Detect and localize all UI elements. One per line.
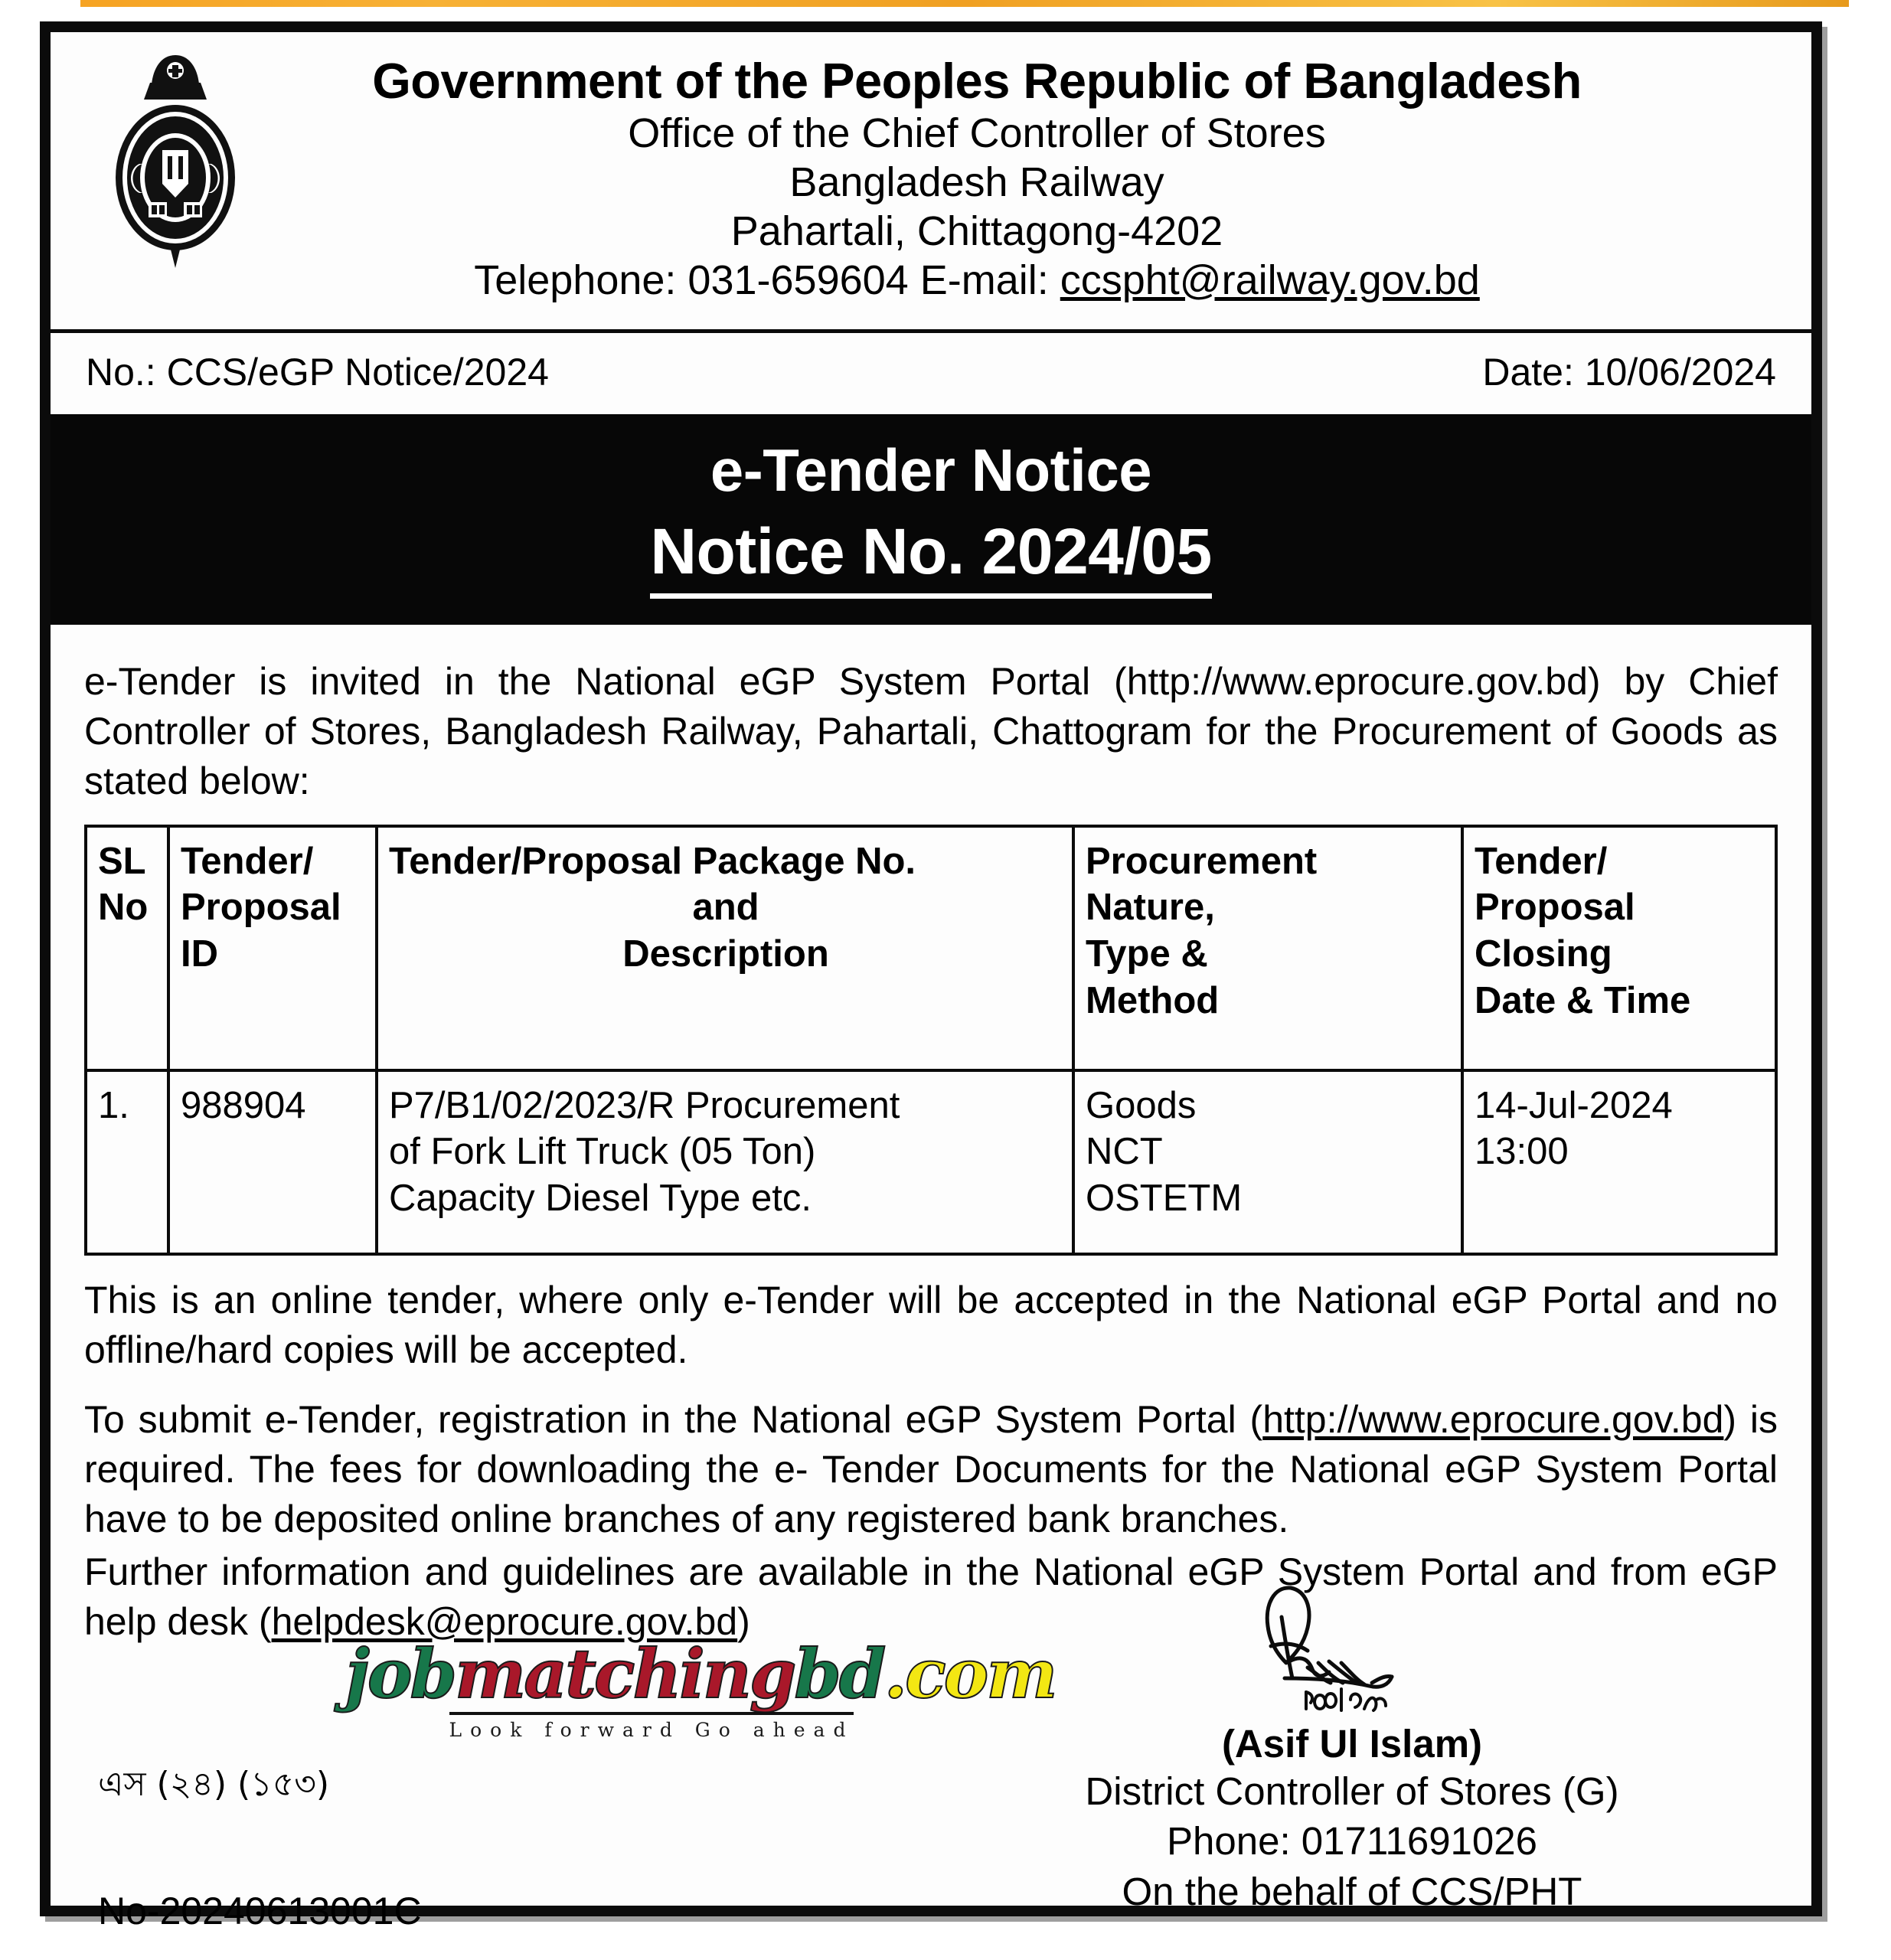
cell-proc-type: NCT <box>1086 1131 1163 1173</box>
paragraph-online-tender: This is an online tender, where only e-Tender will be accepted in the National eGP Portal and no offline/hard copies will be accepted. <box>84 1278 1778 1371</box>
intro-paragraph: e-Tender is invited in the National eGP System Portal (http://www.eprocure.gov.bd) by Chief Controller of Stores, Bangladesh Railway, Pahartali, Chattogram for the Procurement of Goods as stated below: <box>84 659 1778 802</box>
eprocure-portal-link[interactable]: http://www.eprocure.gov.bd <box>1262 1397 1724 1441</box>
contact-prefix-text: Telephone: 031-659604 E-mail: <box>474 256 1060 303</box>
notice-number: Notice No. 2024/05 <box>650 511 1211 598</box>
watermark-wordmark <box>345 1634 1056 1713</box>
table-header-row <box>86 826 1776 1070</box>
tender-table <box>84 825 1778 1256</box>
col-header-proc-line4: Method <box>1086 979 1220 1021</box>
col-header-desc-line2: and <box>692 887 759 929</box>
col-header-close-line2: Proposal <box>1475 887 1635 929</box>
watermark-tagline: Look forward Go ahead <box>449 1712 854 1741</box>
cell-closing-time: 13:00 <box>1475 1131 1569 1173</box>
signatory-phone: Phone: 01711691026 <box>1166 1819 1538 1864</box>
signatory-behalf: On the behalf of CCS/PHT <box>1122 1869 1582 1913</box>
signature-block <box>969 1571 1735 1916</box>
paragraph-registration <box>84 1395 1778 1544</box>
organization-title: Government of the Peoples Republic of Bangladesh <box>372 53 1582 109</box>
table-row <box>86 1070 1776 1254</box>
reference-row <box>51 329 1811 414</box>
bengali-reference-code: এস (২৪) (১৫৩) <box>98 1765 330 1804</box>
office-name: Office of the Chief Controller of Stores <box>628 110 1326 157</box>
col-header-proc-line2: Nature, <box>1086 887 1215 929</box>
cell-closing <box>1462 1070 1776 1254</box>
jobmatchingbd-watermark-logo <box>345 1634 1056 1741</box>
col-header-procurement <box>1073 826 1462 1070</box>
p2-suffix-text: ) is required. The fees for downloading the e- Tender Documents for the National eGP System Portal have to be deposited online branches of any registered bank branches. <box>84 1397 1778 1540</box>
p3-prefix-text: Further information and guidelines are available in the National eGP System Portal and from eGP help desk ( <box>84 1550 1778 1643</box>
notice-title: e-Tender Notice <box>710 436 1152 505</box>
document-number: No-20240613001C <box>98 1890 422 1932</box>
top-accent-strip <box>80 0 1849 7</box>
col-header-tender-id <box>168 826 377 1070</box>
col-header-id-line2: Proposal <box>181 887 341 929</box>
col-header-sl-line1: SL <box>98 840 146 882</box>
contact-line <box>51 256 1811 305</box>
cell-proc-method: OSTETM <box>1086 1178 1243 1220</box>
cell-desc-line3: Capacity Diesel Type etc. <box>389 1178 812 1220</box>
signatory-designation: District Controller of Stores (G) <box>1085 1769 1619 1813</box>
cell-procurement <box>1073 1070 1462 1254</box>
col-header-proc-line3: Type & <box>1086 933 1208 975</box>
notice-banner <box>51 414 1811 624</box>
bangladesh-government-emblem-icon <box>95 49 256 271</box>
memo-date: Date: 10/06/2024 <box>1482 351 1776 394</box>
memo-number: No.: CCS/eGP Notice/2024 <box>86 351 549 394</box>
col-header-close-line3: Closing <box>1475 933 1612 975</box>
cell-proc-nature: Goods <box>1086 1084 1197 1126</box>
department-name: Bangladesh Railway <box>789 159 1164 206</box>
document-body <box>51 625 1811 1647</box>
handwritten-signature-icon <box>1191 1571 1513 1717</box>
cell-desc-line2: of Fork Lift Truck (05 Ton) <box>389 1131 816 1173</box>
p2-prefix-text: To submit e-Tender, registration in the National eGP System Portal ( <box>84 1397 1263 1441</box>
cell-closing-date: 14-Jul-2024 <box>1475 1084 1673 1126</box>
p3-suffix-text: ) <box>737 1599 750 1643</box>
cell-description <box>377 1070 1073 1254</box>
col-header-description <box>377 826 1073 1070</box>
document-header <box>51 32 1811 315</box>
watermark-part-matching: matching <box>455 1634 795 1713</box>
col-header-sl <box>86 826 168 1070</box>
col-header-id-line1: Tender/ <box>181 840 314 882</box>
watermark-part-job: job <box>345 1634 456 1713</box>
col-header-desc-line3: Description <box>622 933 829 975</box>
office-address: Pahartali, Chittagong-4202 <box>730 207 1223 254</box>
signatory-name: (Asif Ul Islam) <box>1221 1722 1483 1766</box>
col-header-proc-line1: Procurement <box>1086 840 1318 882</box>
email-link[interactable]: ccspht@railway.gov.bd <box>1060 256 1480 303</box>
col-header-closing <box>1462 826 1776 1070</box>
cell-sl-no: 1. <box>86 1070 168 1254</box>
watermark-part-com: .com <box>883 1634 1056 1713</box>
col-header-id-line3: ID <box>181 933 218 975</box>
col-header-close-line4: Date & Time <box>1475 979 1691 1021</box>
cell-tender-id: 988904 <box>168 1070 377 1254</box>
col-header-desc-line1: Tender/Proposal Package No. <box>389 840 916 882</box>
cell-desc-line1: P7/B1/02/2023/R Procurement <box>389 1084 900 1126</box>
col-header-sl-line2: No <box>98 887 149 929</box>
tender-notice-document <box>40 21 1822 1932</box>
col-header-close-line1: Tender/ <box>1475 840 1608 882</box>
helpdesk-email-link[interactable]: helpdesk@eprocure.gov.bd <box>271 1599 738 1643</box>
watermark-part-bd: bd <box>794 1634 884 1713</box>
